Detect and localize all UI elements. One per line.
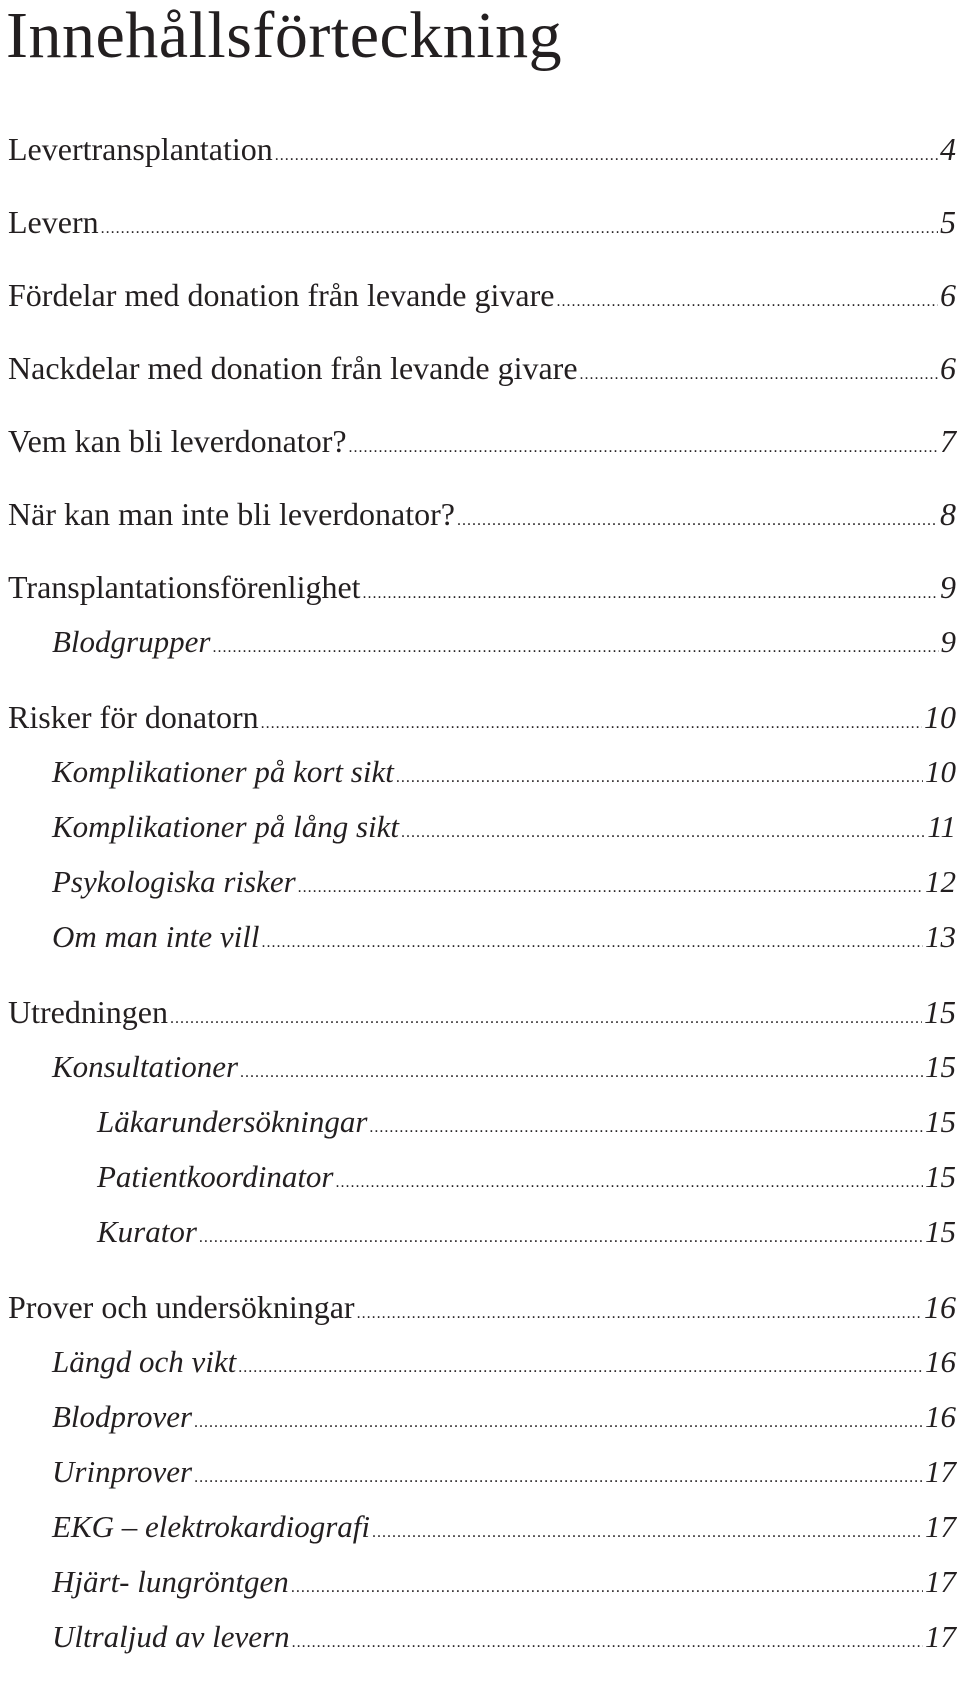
toc-entry[interactable]	[8, 567, 956, 607]
toc-page-number: 15	[925, 1159, 956, 1194]
dot-leader	[240, 1053, 923, 1093]
dot-leader	[261, 704, 922, 744]
dot-leader	[199, 1218, 923, 1258]
toc-entry[interactable]	[8, 275, 956, 315]
toc-page-number: 12	[925, 864, 956, 899]
dot-leader	[170, 999, 922, 1039]
toc-entry[interactable]	[52, 1617, 956, 1657]
dot-leader	[194, 1458, 923, 1498]
toc-page-number: 4	[940, 131, 956, 167]
toc-entry-label: Fördelar med donation från levande givare	[8, 277, 555, 313]
toc-page-number: 16	[924, 1289, 956, 1325]
toc-page-number: 17	[925, 1564, 956, 1599]
toc-entry-label: Om man inte vill	[52, 919, 260, 954]
toc-entry-label: Transplantationsförenlighet	[8, 569, 361, 605]
toc-entry-label: Urinprover	[52, 1454, 193, 1489]
toc-entry-label: EKG – elektrokardiografi	[52, 1509, 370, 1544]
dot-leader	[262, 923, 924, 963]
toc-page-number: 6	[940, 350, 956, 386]
toc-page-number: 15	[924, 994, 956, 1030]
toc-entry-label: Längd och vikt	[52, 1344, 237, 1379]
dot-leader	[292, 1623, 923, 1663]
toc-page-number: 17	[925, 1619, 956, 1654]
toc-entry-label: Ultraljud av levern	[52, 1619, 290, 1654]
toc-entry-label: Komplikationer på kort sikt	[52, 754, 394, 789]
dot-leader	[372, 1513, 923, 1553]
toc-entry-label: Blodgrupper	[52, 624, 211, 659]
dot-leader	[580, 355, 938, 395]
toc-page-number: 15	[925, 1049, 956, 1084]
dot-leader	[298, 868, 923, 908]
toc-entry[interactable]	[8, 129, 956, 169]
toc-page-number: 16	[925, 1344, 956, 1379]
toc-entry[interactable]	[8, 1287, 956, 1327]
toc-entry-label: Konsultationer	[52, 1049, 239, 1084]
toc-entry-label: Hjärt- lungröntgen	[52, 1564, 289, 1599]
toc-entry-label: Prover och undersökningar	[8, 1289, 355, 1325]
toc-entry[interactable]	[52, 622, 956, 662]
toc-entry-label: Levertransplantation	[8, 131, 273, 167]
dot-leader	[556, 282, 938, 322]
toc-entry-label: Psykologiska risker	[52, 864, 296, 899]
toc-entry[interactable]	[52, 1562, 956, 1602]
page-title: Innehållsförteckning	[6, 0, 563, 72]
toc-entry-label: Levern	[8, 204, 99, 240]
toc-page-number: 10	[924, 699, 956, 735]
toc-entry-label: Risker för donatorn	[8, 699, 259, 735]
dot-leader	[396, 758, 923, 798]
toc-entry[interactable]	[52, 807, 956, 847]
toc-page-number: 9	[940, 624, 956, 659]
dot-leader	[275, 136, 938, 176]
toc-entry[interactable]	[8, 697, 956, 737]
toc-page-number: 13	[925, 919, 956, 954]
toc-entry[interactable]	[52, 917, 956, 957]
toc-page-number: 6	[940, 277, 956, 313]
toc-entry[interactable]	[8, 992, 956, 1032]
toc-entry-label: Nackdelar med donation från levande givare	[8, 350, 578, 386]
dot-leader	[363, 574, 938, 614]
toc-entry-label: När kan man inte bli leverdonator?	[8, 496, 455, 532]
toc-entry[interactable]	[52, 1047, 956, 1087]
toc-entry-label: Kurator	[97, 1214, 197, 1249]
toc-entry-label: Patientkoordinator	[97, 1159, 334, 1194]
toc-page-number: 15	[925, 1104, 956, 1139]
toc-page-number: 7	[940, 423, 956, 459]
toc-entry-label: Blodprover	[52, 1399, 193, 1434]
toc-entry[interactable]	[52, 1397, 956, 1437]
toc-entry[interactable]	[52, 1342, 956, 1382]
dot-leader	[336, 1163, 924, 1203]
toc-page-number: 5	[940, 204, 956, 240]
toc-entry[interactable]	[52, 1507, 956, 1547]
dot-leader	[194, 1403, 923, 1443]
toc-entry[interactable]	[52, 752, 956, 792]
toc-page-number: 11	[927, 809, 956, 844]
dot-leader	[457, 501, 938, 541]
toc-entry[interactable]	[97, 1157, 956, 1197]
dot-leader	[401, 813, 925, 853]
toc-entry[interactable]	[8, 494, 956, 534]
toc-page-number: 17	[925, 1454, 956, 1489]
toc-entry[interactable]	[52, 862, 956, 902]
dot-leader	[369, 1108, 923, 1148]
toc-page-number: 16	[925, 1399, 956, 1434]
dot-leader	[101, 209, 938, 249]
toc-entry[interactable]	[8, 421, 956, 461]
dot-leader	[357, 1294, 922, 1334]
toc-entry[interactable]	[8, 202, 956, 242]
toc-entry-label: Vem kan bli leverdonator?	[8, 423, 347, 459]
toc-entry-label: Läkarundersökningar	[97, 1104, 368, 1139]
toc-entry[interactable]	[52, 1452, 956, 1492]
toc-page-number: 15	[925, 1214, 956, 1249]
dot-leader	[238, 1348, 923, 1388]
toc-entry[interactable]	[8, 348, 956, 388]
dot-leader	[349, 428, 938, 468]
toc-entry-label: Utredningen	[8, 994, 168, 1030]
toc-page-number: 17	[925, 1509, 956, 1544]
dot-leader	[291, 1568, 923, 1608]
toc-page-number: 10	[925, 754, 956, 789]
toc-page-number: 9	[940, 569, 956, 605]
toc-entry[interactable]	[97, 1102, 956, 1142]
toc-page-number: 8	[940, 496, 956, 532]
dot-leader	[212, 628, 938, 668]
toc-entry-label: Komplikationer på lång sikt	[52, 809, 400, 844]
toc-entry[interactable]	[97, 1212, 956, 1252]
